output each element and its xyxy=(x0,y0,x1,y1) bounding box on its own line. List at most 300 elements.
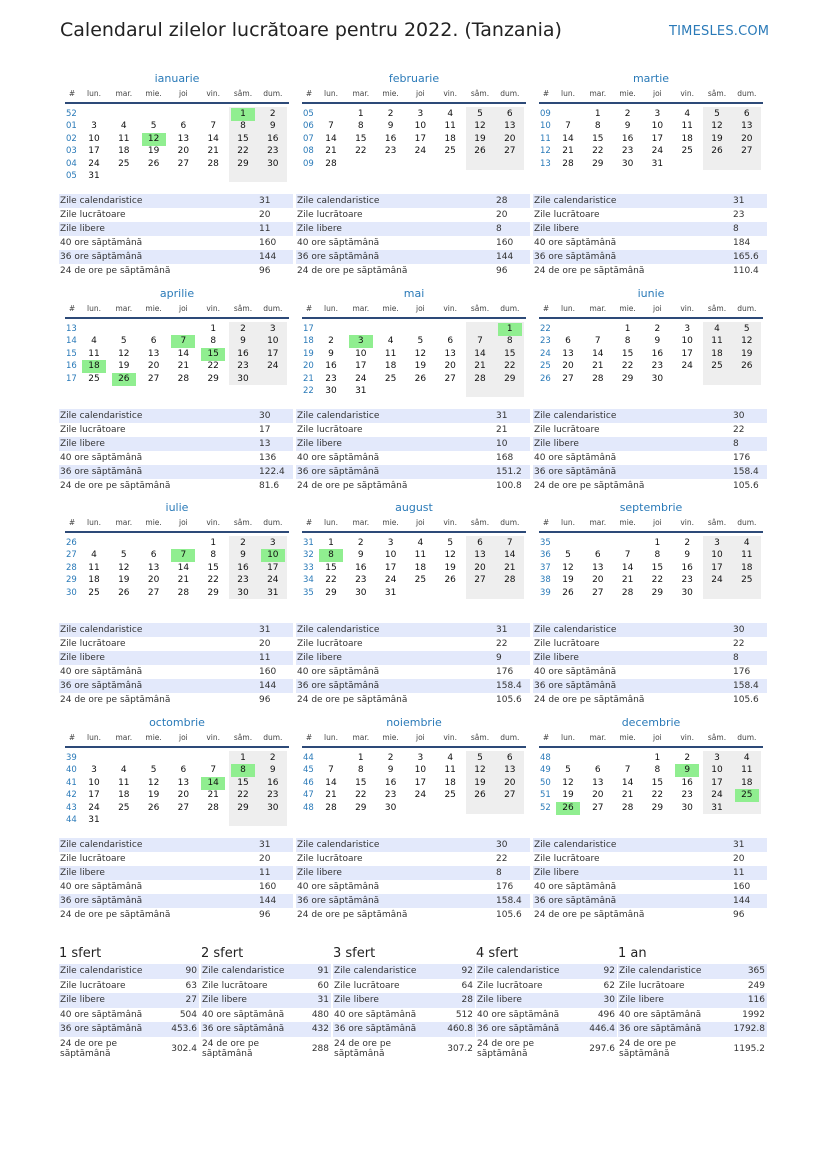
day-cell[interactable]: 17 xyxy=(88,790,100,801)
day-cell[interactable]: 22 xyxy=(207,361,219,372)
day-cell[interactable]: 10 xyxy=(88,133,100,144)
day-cell[interactable]: 13 xyxy=(474,550,486,561)
day-cell[interactable]: 30 xyxy=(384,802,397,813)
day-cell[interactable]: 11 xyxy=(741,765,753,776)
day-cell[interactable]: 24 xyxy=(384,575,397,586)
day-cell[interactable]: 31 xyxy=(651,158,664,169)
day-cell[interactable]: 4 xyxy=(120,765,127,776)
day-cell[interactable]: 23 xyxy=(325,373,337,384)
day-cell[interactable]: 16 xyxy=(237,348,249,359)
day-cell[interactable]: 28 xyxy=(325,158,337,169)
day-cell[interactable]: 19 xyxy=(414,361,427,372)
holiday-day-cell[interactable]: 14 xyxy=(201,777,225,790)
day-cell[interactable]: 8 xyxy=(210,550,217,561)
day-cell[interactable]: 20 xyxy=(147,361,160,372)
day-cell[interactable]: 16 xyxy=(237,562,249,573)
day-cell[interactable]: 15 xyxy=(504,348,516,359)
day-cell[interactable]: 26 xyxy=(147,802,160,813)
day-cell[interactable]: 23 xyxy=(621,146,634,157)
day-cell[interactable]: 29 xyxy=(237,802,249,813)
day-cell[interactable]: 31 xyxy=(355,386,367,396)
day-cell[interactable]: 13 xyxy=(177,133,190,144)
day-cell[interactable]: 19 xyxy=(147,790,160,801)
day-cell[interactable]: 29 xyxy=(651,587,664,598)
day-cell[interactable]: 3 xyxy=(684,324,691,334)
day-cell[interactable]: 17 xyxy=(267,562,279,573)
day-cell[interactable]: 31 xyxy=(88,171,100,181)
day-cell[interactable]: 6 xyxy=(743,109,750,119)
day-cell[interactable]: 27 xyxy=(147,587,160,598)
day-cell[interactable]: 30 xyxy=(237,587,249,598)
day-cell[interactable]: 31 xyxy=(711,802,723,813)
day-cell[interactable]: 9 xyxy=(240,550,246,561)
day-cell[interactable]: 6 xyxy=(506,109,513,119)
day-cell[interactable]: 21 xyxy=(325,790,337,801)
day-cell[interactable]: 3 xyxy=(91,121,97,132)
day-cell[interactable]: 19 xyxy=(562,575,574,586)
day-cell[interactable]: 7 xyxy=(477,336,483,347)
day-cell[interactable]: 9 xyxy=(269,765,276,776)
day-cell[interactable]: 3 xyxy=(417,109,424,119)
day-cell[interactable]: 20 xyxy=(592,790,604,801)
day-cell[interactable]: 11 xyxy=(414,550,427,561)
day-cell[interactable]: 17 xyxy=(651,133,664,144)
day-cell[interactable]: 28 xyxy=(177,587,190,598)
day-cell[interactable]: 19 xyxy=(118,361,130,372)
day-cell[interactable]: 24 xyxy=(88,802,100,813)
day-cell[interactable]: 28 xyxy=(207,802,219,813)
day-cell[interactable]: 23 xyxy=(651,361,664,372)
day-cell[interactable]: 1 xyxy=(357,753,364,763)
day-cell[interactable]: 4 xyxy=(447,753,454,763)
day-cell[interactable]: 16 xyxy=(267,133,279,144)
day-cell[interactable]: 2 xyxy=(269,109,276,119)
day-cell[interactable]: 2 xyxy=(624,109,631,119)
day-cell[interactable]: 4 xyxy=(743,753,750,763)
day-cell[interactable]: 12 xyxy=(562,777,574,788)
day-cell[interactable]: 22 xyxy=(237,790,249,801)
day-cell[interactable]: 18 xyxy=(88,575,100,586)
day-cell[interactable]: 24 xyxy=(88,158,100,169)
day-cell[interactable]: 25 xyxy=(384,373,397,384)
day-cell[interactable]: 17 xyxy=(711,777,723,788)
day-cell[interactable]: 27 xyxy=(504,146,516,157)
day-cell[interactable]: 2 xyxy=(240,324,246,334)
day-cell[interactable]: 3 xyxy=(269,324,276,334)
day-cell[interactable]: 6 xyxy=(594,765,601,776)
holiday-day-cell[interactable]: 7 xyxy=(171,335,195,348)
day-cell[interactable]: 24 xyxy=(267,361,279,372)
day-cell[interactable]: 31 xyxy=(88,815,100,825)
day-cell[interactable]: 9 xyxy=(684,550,691,561)
day-cell[interactable]: 23 xyxy=(384,146,397,157)
holiday-day-cell[interactable]: 1 xyxy=(231,108,255,121)
day-cell[interactable]: 25 xyxy=(118,802,130,813)
day-cell[interactable]: 10 xyxy=(414,765,427,776)
day-cell[interactable]: 21 xyxy=(562,146,574,157)
day-cell[interactable]: 10 xyxy=(681,336,693,347)
day-cell[interactable]: 9 xyxy=(240,336,246,347)
day-cell[interactable]: 1 xyxy=(240,753,246,763)
day-cell[interactable]: 22 xyxy=(592,146,604,157)
day-cell[interactable]: 14 xyxy=(504,550,516,561)
day-cell[interactable]: 5 xyxy=(417,336,424,347)
day-cell[interactable]: 20 xyxy=(741,133,753,144)
day-cell[interactable]: 30 xyxy=(621,158,634,169)
day-cell[interactable]: 28 xyxy=(177,373,190,384)
day-cell[interactable]: 23 xyxy=(355,575,367,586)
day-cell[interactable]: 21 xyxy=(177,575,190,586)
day-cell[interactable]: 23 xyxy=(681,790,693,801)
day-cell[interactable]: 15 xyxy=(355,777,367,788)
day-cell[interactable]: 18 xyxy=(118,790,130,801)
day-cell[interactable]: 13 xyxy=(147,348,160,359)
day-cell[interactable]: 5 xyxy=(714,109,720,119)
day-cell[interactable]: 31 xyxy=(267,587,279,598)
day-cell[interactable]: 30 xyxy=(651,373,664,384)
day-cell[interactable]: 6 xyxy=(565,336,571,347)
day-cell[interactable]: 10 xyxy=(355,348,367,359)
day-cell[interactable]: 2 xyxy=(269,753,276,763)
day-cell[interactable]: 8 xyxy=(654,550,661,561)
day-cell[interactable]: 11 xyxy=(444,765,456,776)
holiday-day-cell[interactable]: 8 xyxy=(319,549,343,562)
day-cell[interactable]: 9 xyxy=(387,121,394,132)
day-cell[interactable]: 15 xyxy=(651,777,664,788)
day-cell[interactable]: 4 xyxy=(684,109,691,119)
day-cell[interactable]: 10 xyxy=(711,765,723,776)
day-cell[interactable]: 6 xyxy=(150,336,157,347)
day-cell[interactable]: 2 xyxy=(654,324,661,334)
day-cell[interactable]: 24 xyxy=(681,361,693,372)
day-cell[interactable]: 12 xyxy=(474,121,486,132)
day-cell[interactable]: 31 xyxy=(384,587,397,598)
day-cell[interactable]: 5 xyxy=(477,109,483,119)
day-cell[interactable]: 17 xyxy=(681,348,693,359)
day-cell[interactable]: 17 xyxy=(384,562,397,573)
day-cell[interactable]: 20 xyxy=(474,562,486,573)
day-cell[interactable]: 29 xyxy=(592,158,604,169)
day-cell[interactable]: 6 xyxy=(150,550,157,561)
day-cell[interactable]: 4 xyxy=(714,324,720,334)
day-cell[interactable]: 12 xyxy=(711,121,723,132)
day-cell[interactable]: 23 xyxy=(384,790,397,801)
day-cell[interactable]: 21 xyxy=(621,575,634,586)
day-cell[interactable]: 29 xyxy=(207,587,219,598)
day-cell[interactable]: 30 xyxy=(681,802,693,813)
day-cell[interactable]: 17 xyxy=(88,146,100,157)
day-cell[interactable]: 7 xyxy=(594,336,601,347)
day-cell[interactable]: 22 xyxy=(237,146,249,157)
day-cell[interactable]: 1 xyxy=(654,753,661,763)
day-cell[interactable]: 19 xyxy=(118,575,130,586)
day-cell[interactable]: 10 xyxy=(267,336,279,347)
day-cell[interactable]: 4 xyxy=(387,336,394,347)
day-cell[interactable]: 23 xyxy=(267,146,279,157)
day-cell[interactable]: 21 xyxy=(592,361,604,372)
day-cell[interactable]: 22 xyxy=(207,575,219,586)
day-cell[interactable]: 27 xyxy=(177,802,190,813)
day-cell[interactable]: 11 xyxy=(384,348,397,359)
day-cell[interactable]: 3 xyxy=(714,753,720,763)
day-cell[interactable]: 14 xyxy=(177,562,190,573)
day-cell[interactable]: 7 xyxy=(328,121,334,132)
day-cell[interactable]: 14 xyxy=(592,348,604,359)
day-cell[interactable]: 28 xyxy=(592,373,604,384)
holiday-day-cell[interactable]: 15 xyxy=(201,348,225,361)
day-cell[interactable]: 8 xyxy=(654,765,661,776)
day-cell[interactable]: 16 xyxy=(384,777,397,788)
day-cell[interactable]: 1 xyxy=(654,538,661,548)
day-cell[interactable]: 25 xyxy=(444,790,456,801)
day-cell[interactable]: 5 xyxy=(743,324,750,334)
day-cell[interactable]: 29 xyxy=(621,373,634,384)
day-cell[interactable]: 15 xyxy=(237,133,249,144)
day-cell[interactable]: 22 xyxy=(621,361,634,372)
day-cell[interactable]: 24 xyxy=(711,790,723,801)
day-cell[interactable]: 24 xyxy=(414,790,427,801)
day-cell[interactable]: 19 xyxy=(741,348,753,359)
day-cell[interactable]: 1 xyxy=(210,538,217,548)
day-cell[interactable]: 5 xyxy=(447,538,454,548)
day-cell[interactable]: 23 xyxy=(267,790,279,801)
day-cell[interactable]: 21 xyxy=(177,361,190,372)
day-cell[interactable]: 30 xyxy=(355,587,367,598)
day-cell[interactable]: 6 xyxy=(477,538,483,548)
day-cell[interactable]: 8 xyxy=(506,336,513,347)
day-cell[interactable]: 28 xyxy=(562,158,574,169)
day-cell[interactable]: 11 xyxy=(118,777,130,788)
day-cell[interactable]: 19 xyxy=(711,133,723,144)
day-cell[interactable]: 9 xyxy=(624,121,631,132)
day-cell[interactable]: 7 xyxy=(565,121,571,132)
day-cell[interactable]: 19 xyxy=(444,562,456,573)
day-cell[interactable]: 13 xyxy=(592,777,604,788)
day-cell[interactable]: 28 xyxy=(621,587,634,598)
day-cell[interactable]: 20 xyxy=(504,133,516,144)
day-cell[interactable]: 13 xyxy=(147,562,160,573)
day-cell[interactable]: 20 xyxy=(177,790,190,801)
day-cell[interactable]: 2 xyxy=(684,538,691,548)
day-cell[interactable]: 26 xyxy=(474,790,486,801)
day-cell[interactable]: 11 xyxy=(741,550,753,561)
day-cell[interactable]: 13 xyxy=(444,348,456,359)
day-cell[interactable]: 14 xyxy=(474,348,486,359)
day-cell[interactable]: 26 xyxy=(147,158,160,169)
day-cell[interactable]: 8 xyxy=(624,336,631,347)
day-cell[interactable]: 25 xyxy=(741,575,753,586)
day-cell[interactable]: 5 xyxy=(150,121,157,132)
day-cell[interactable]: 10 xyxy=(88,777,100,788)
holiday-day-cell[interactable]: 26 xyxy=(112,373,136,386)
day-cell[interactable]: 11 xyxy=(711,336,723,347)
day-cell[interactable]: 13 xyxy=(504,765,516,776)
day-cell[interactable]: 4 xyxy=(417,538,424,548)
day-cell[interactable]: 23 xyxy=(237,575,249,586)
day-cell[interactable]: 18 xyxy=(681,133,693,144)
day-cell[interactable]: 4 xyxy=(120,121,127,132)
day-cell[interactable]: 16 xyxy=(325,361,337,372)
day-cell[interactable]: 9 xyxy=(269,121,276,132)
day-cell[interactable]: 3 xyxy=(387,538,394,548)
day-cell[interactable]: 3 xyxy=(654,109,661,119)
day-cell[interactable]: 26 xyxy=(118,587,130,598)
day-cell[interactable]: 12 xyxy=(444,550,456,561)
day-cell[interactable]: 19 xyxy=(147,146,160,157)
day-cell[interactable]: 13 xyxy=(504,121,516,132)
day-cell[interactable]: 20 xyxy=(444,361,456,372)
day-cell[interactable]: 16 xyxy=(681,562,693,573)
holiday-day-cell[interactable]: 9 xyxy=(675,764,699,777)
day-cell[interactable]: 7 xyxy=(506,538,513,548)
day-cell[interactable]: 9 xyxy=(357,550,364,561)
day-cell[interactable]: 30 xyxy=(325,386,337,396)
day-cell[interactable]: 17 xyxy=(414,777,427,788)
day-cell[interactable]: 28 xyxy=(207,158,219,169)
day-cell[interactable]: 12 xyxy=(474,765,486,776)
day-cell[interactable]: 19 xyxy=(562,790,574,801)
day-cell[interactable]: 12 xyxy=(118,562,130,573)
holiday-day-cell[interactable]: 12 xyxy=(142,133,166,146)
day-cell[interactable]: 18 xyxy=(741,562,753,573)
day-cell[interactable]: 21 xyxy=(207,790,219,801)
day-cell[interactable]: 22 xyxy=(325,575,337,586)
day-cell[interactable]: 21 xyxy=(504,562,516,573)
day-cell[interactable]: 14 xyxy=(325,777,337,788)
day-cell[interactable]: 14 xyxy=(621,562,634,573)
day-cell[interactable]: 27 xyxy=(147,373,160,384)
day-cell[interactable]: 18 xyxy=(414,562,427,573)
day-cell[interactable]: 5 xyxy=(565,550,571,561)
day-cell[interactable]: 16 xyxy=(384,133,397,144)
day-cell[interactable]: 27 xyxy=(177,158,190,169)
day-cell[interactable]: 22 xyxy=(651,575,664,586)
day-cell[interactable]: 18 xyxy=(444,133,456,144)
day-cell[interactable]: 10 xyxy=(651,121,664,132)
day-cell[interactable]: 25 xyxy=(118,158,130,169)
day-cell[interactable]: 10 xyxy=(414,121,427,132)
day-cell[interactable]: 14 xyxy=(562,133,574,144)
day-cell[interactable]: 17 xyxy=(414,133,427,144)
day-cell[interactable]: 6 xyxy=(447,336,454,347)
day-cell[interactable]: 15 xyxy=(237,777,249,788)
day-cell[interactable]: 10 xyxy=(384,550,397,561)
day-cell[interactable]: 1 xyxy=(594,109,601,119)
day-cell[interactable]: 2 xyxy=(328,336,334,347)
day-cell[interactable]: 12 xyxy=(414,348,427,359)
day-cell[interactable]: 15 xyxy=(355,133,367,144)
day-cell[interactable]: 3 xyxy=(417,753,424,763)
day-cell[interactable]: 23 xyxy=(237,361,249,372)
day-cell[interactable]: 26 xyxy=(414,373,427,384)
day-cell[interactable]: 1 xyxy=(624,324,631,334)
day-cell[interactable]: 10 xyxy=(711,550,723,561)
holiday-day-cell[interactable]: 8 xyxy=(231,764,255,777)
day-cell[interactable]: 20 xyxy=(177,146,190,157)
day-cell[interactable]: 16 xyxy=(267,777,279,788)
day-cell[interactable]: 15 xyxy=(651,562,664,573)
day-cell[interactable]: 22 xyxy=(504,361,516,372)
day-cell[interactable]: 12 xyxy=(118,348,130,359)
day-cell[interactable]: 20 xyxy=(147,575,160,586)
day-cell[interactable]: 1 xyxy=(210,324,217,334)
day-cell[interactable]: 13 xyxy=(562,348,574,359)
day-cell[interactable]: 26 xyxy=(741,361,753,372)
day-cell[interactable]: 2 xyxy=(387,109,394,119)
day-cell[interactable]: 19 xyxy=(474,133,486,144)
day-cell[interactable]: 12 xyxy=(741,336,753,347)
holiday-day-cell[interactable]: 25 xyxy=(735,789,759,802)
holiday-day-cell[interactable]: 7 xyxy=(171,549,195,562)
day-cell[interactable]: 11 xyxy=(118,133,130,144)
day-cell[interactable]: 11 xyxy=(88,348,100,359)
day-cell[interactable]: 20 xyxy=(562,361,574,372)
holiday-day-cell[interactable]: 18 xyxy=(82,360,106,373)
day-cell[interactable]: 30 xyxy=(237,373,249,384)
day-cell[interactable]: 3 xyxy=(269,538,276,548)
day-cell[interactable]: 25 xyxy=(711,361,723,372)
day-cell[interactable]: 6 xyxy=(506,753,513,763)
day-cell[interactable]: 21 xyxy=(474,361,486,372)
day-cell[interactable]: 1 xyxy=(357,109,364,119)
day-cell[interactable]: 29 xyxy=(504,373,516,384)
day-cell[interactable]: 30 xyxy=(267,158,279,169)
day-cell[interactable]: 7 xyxy=(210,121,217,132)
day-cell[interactable]: 4 xyxy=(447,109,454,119)
day-cell[interactable]: 8 xyxy=(210,336,217,347)
day-cell[interactable]: 18 xyxy=(118,146,130,157)
day-cell[interactable]: 14 xyxy=(621,777,634,788)
day-cell[interactable]: 4 xyxy=(91,336,97,347)
day-cell[interactable]: 26 xyxy=(711,146,723,157)
day-cell[interactable]: 18 xyxy=(741,777,753,788)
day-cell[interactable]: 5 xyxy=(120,550,127,561)
day-cell[interactable]: 17 xyxy=(711,562,723,573)
day-cell[interactable]: 15 xyxy=(207,562,219,573)
day-cell[interactable]: 25 xyxy=(414,575,427,586)
day-cell[interactable]: 6 xyxy=(180,121,187,132)
day-cell[interactable]: 25 xyxy=(88,373,100,384)
day-cell[interactable]: 21 xyxy=(207,146,219,157)
day-cell[interactable]: 24 xyxy=(651,146,664,157)
day-cell[interactable]: 29 xyxy=(207,373,219,384)
day-cell[interactable]: 16 xyxy=(651,348,664,359)
day-cell[interactable]: 23 xyxy=(681,575,693,586)
day-cell[interactable]: 19 xyxy=(474,777,486,788)
day-cell[interactable]: 14 xyxy=(177,348,190,359)
day-cell[interactable]: 12 xyxy=(562,562,574,573)
day-cell[interactable]: 27 xyxy=(592,802,604,813)
day-cell[interactable]: 8 xyxy=(357,121,364,132)
day-cell[interactable]: 30 xyxy=(267,802,279,813)
day-cell[interactable]: 5 xyxy=(150,765,157,776)
day-cell[interactable]: 2 xyxy=(387,753,394,763)
day-cell[interactable]: 16 xyxy=(681,777,693,788)
day-cell[interactable]: 22 xyxy=(651,790,664,801)
day-cell[interactable]: 27 xyxy=(504,790,516,801)
day-cell[interactable]: 22 xyxy=(355,790,367,801)
day-cell[interactable]: 29 xyxy=(325,587,337,598)
day-cell[interactable]: 8 xyxy=(357,765,364,776)
day-cell[interactable]: 2 xyxy=(357,538,364,548)
day-cell[interactable]: 1 xyxy=(328,538,334,548)
day-cell[interactable]: 7 xyxy=(624,550,631,561)
day-cell[interactable]: 5 xyxy=(477,753,483,763)
day-cell[interactable]: 2 xyxy=(240,538,246,548)
day-cell[interactable]: 15 xyxy=(325,562,337,573)
day-cell[interactable]: 26 xyxy=(444,575,456,586)
day-cell[interactable]: 13 xyxy=(741,121,753,132)
